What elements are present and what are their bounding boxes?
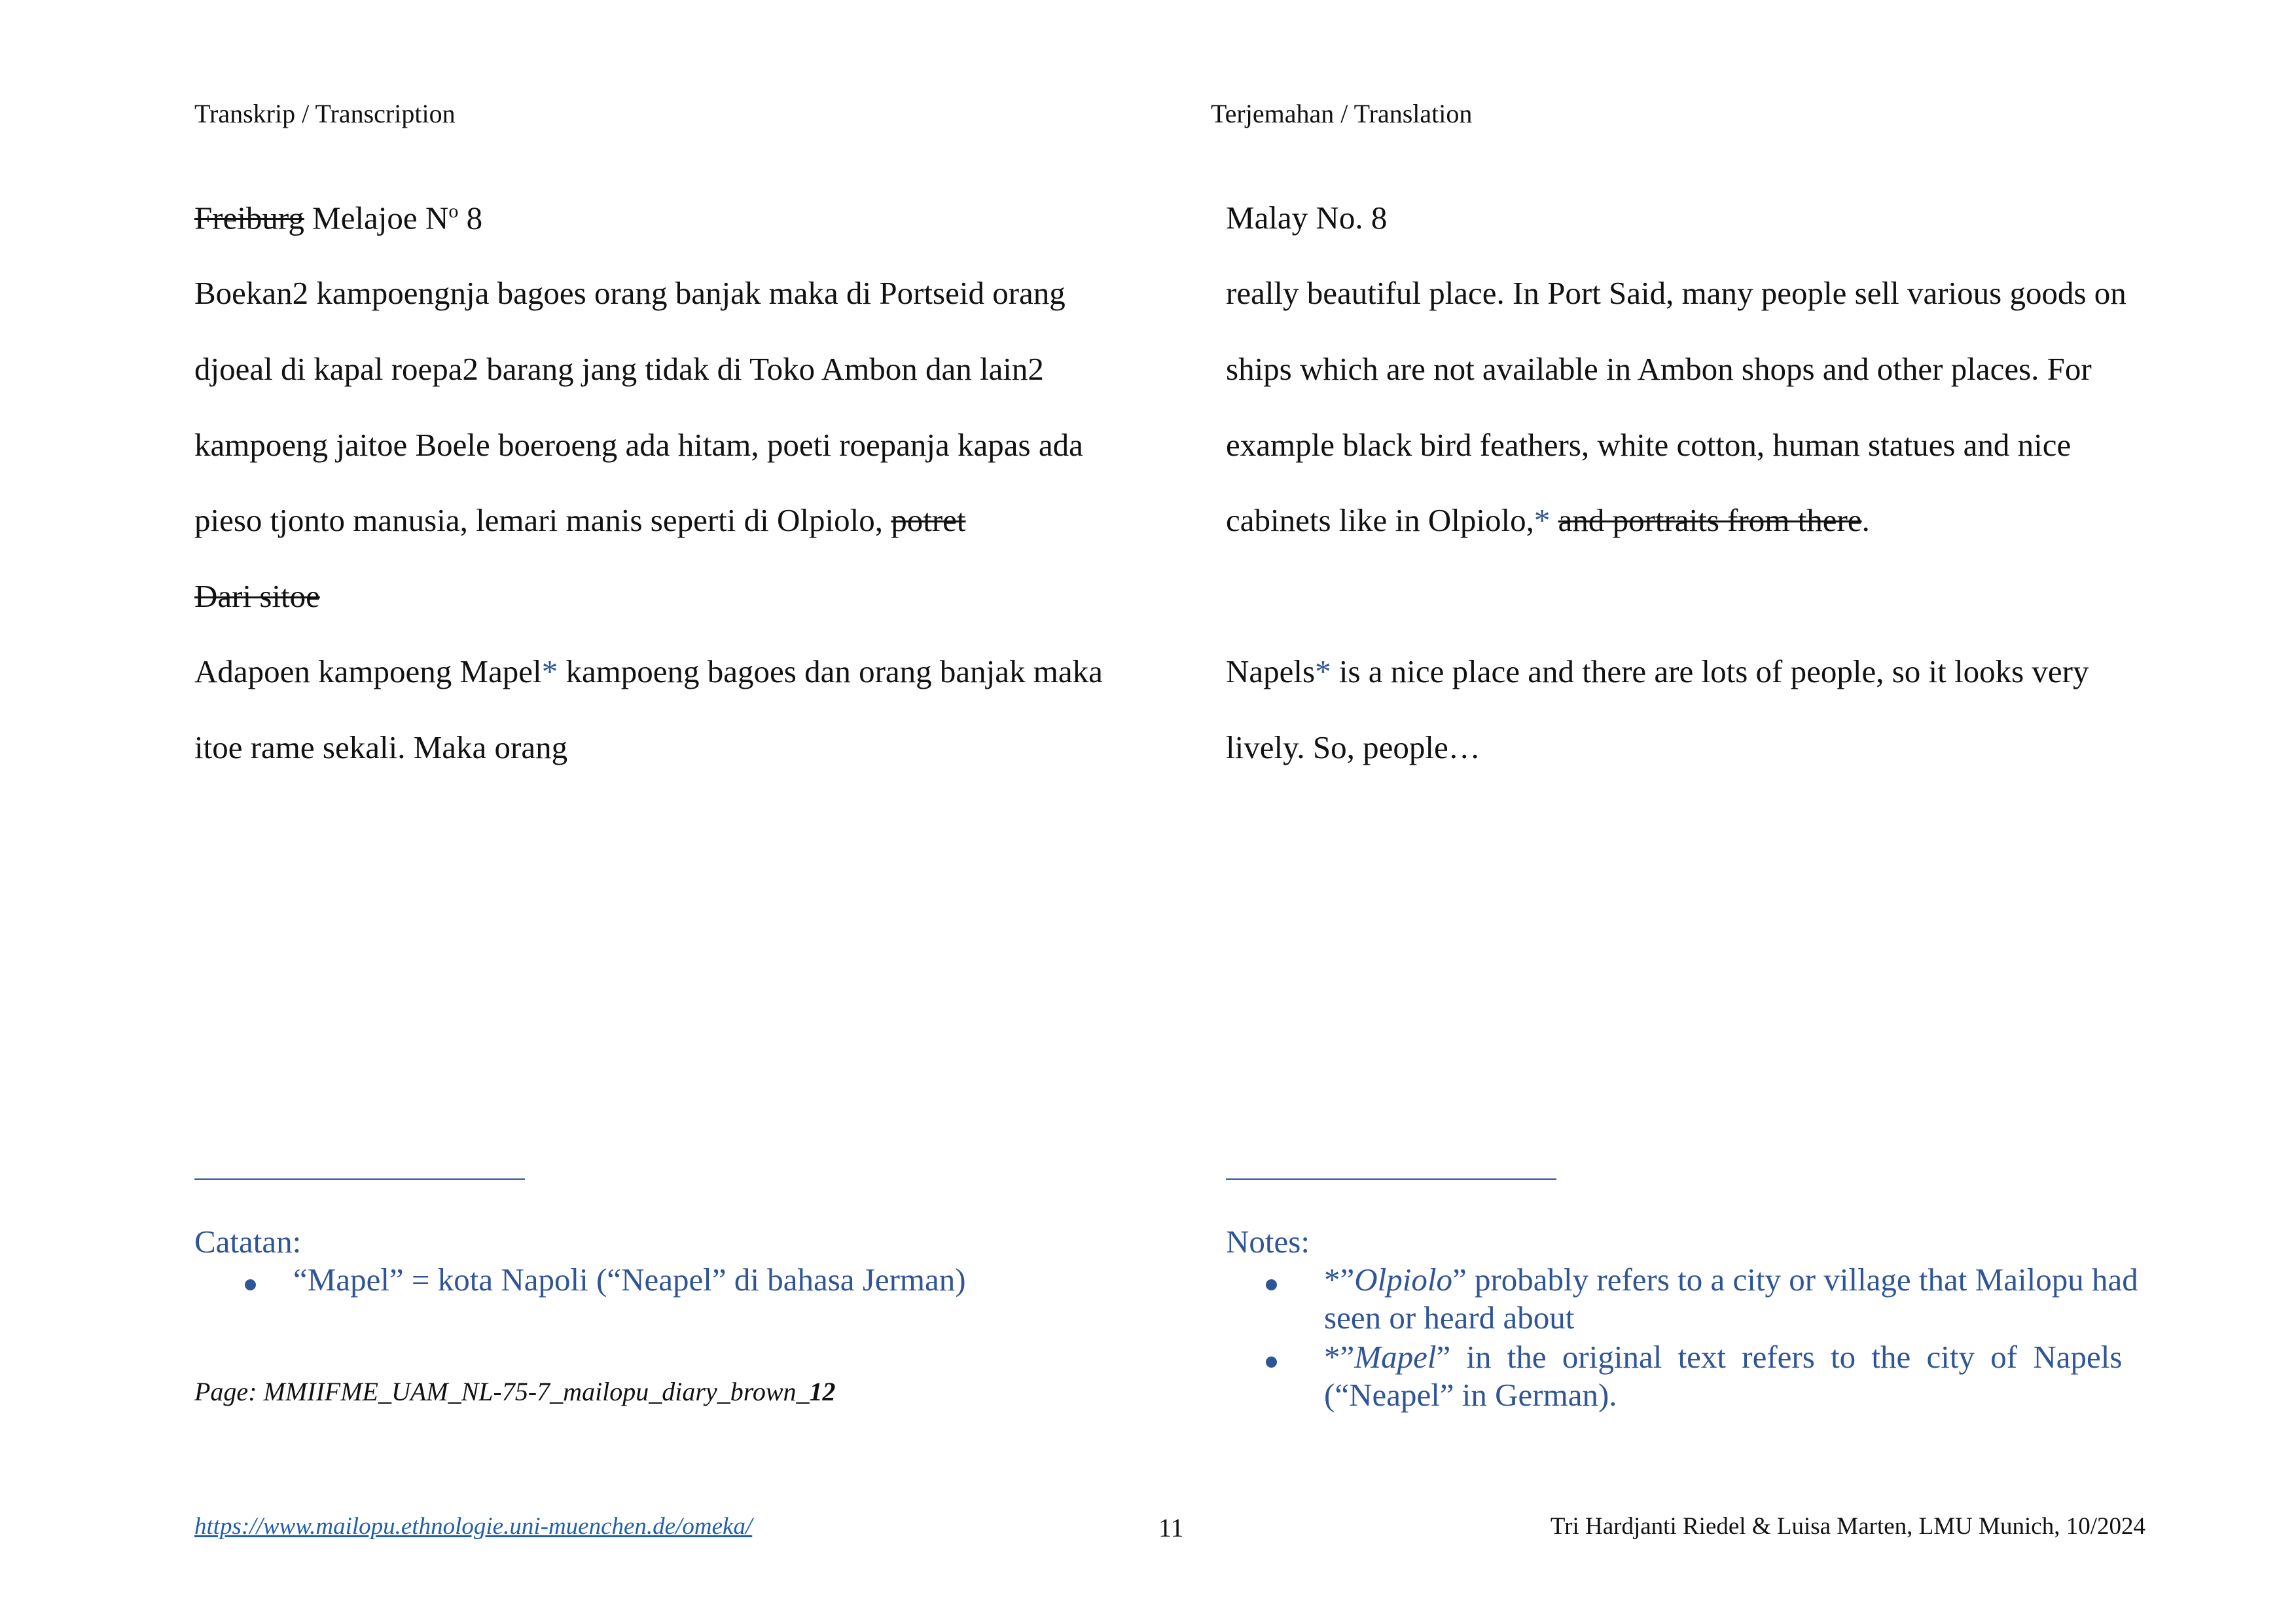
footnote-asterisk: * xyxy=(1315,653,1331,689)
transcription-line: djoeal di kapal roepa2 barang jang tidak di Toko Ambon dan lain2 xyxy=(194,351,1044,387)
page-number: 11 xyxy=(1158,1513,1184,1542)
line-text: pieso tjonto manusia, lemari manis seperti di Olpiolo, xyxy=(194,502,883,538)
note-text: ” in the original text refers to the city of Napels xyxy=(1436,1339,2123,1375)
line-text: Adapoen kampoeng Mapel xyxy=(194,653,542,689)
translation-line xyxy=(1226,655,2089,687)
note-prefix: *” xyxy=(1324,1339,1355,1375)
note-item: “Mapel” = kota Napoli (“Neapel” di bahasa Jerman) xyxy=(293,1262,966,1298)
translation-header: Terjemahan / Translation xyxy=(1211,99,1473,128)
note-italic-term: Mapel xyxy=(1354,1339,1437,1375)
translation-title: Malay No. 8 xyxy=(1226,200,1388,236)
struck-phrase: and portraits from there xyxy=(1558,502,1862,538)
note-line: seen or heard about xyxy=(1324,1300,1575,1336)
transcription-title xyxy=(194,202,482,234)
page-reference-number: 12 xyxy=(809,1377,836,1406)
note-text: ” probably refers to a city or village that Mailopu had xyxy=(1452,1262,2138,1298)
notes-title: Notes: xyxy=(1226,1224,1310,1260)
footnote-asterisk: * xyxy=(1534,502,1551,538)
line-text: Napels xyxy=(1226,653,1316,689)
title-text: Melajoe N xyxy=(312,200,449,236)
omeka-link[interactable]: https://www.mailopu.ethnologie.uni-muenchen.de/omeka/ xyxy=(194,1513,753,1540)
struck-word: Freiburg xyxy=(194,200,304,236)
transcription-line xyxy=(194,504,966,536)
footnote-asterisk: * xyxy=(541,653,558,689)
page-reference-text: Page: MMIIFME_UAM_NL-75-7_mailopu_diary_brown_ xyxy=(194,1377,810,1406)
bullet-icon xyxy=(245,1279,256,1290)
translation-line: ships which are not available in Ambon shops and other places. For xyxy=(1226,351,2092,387)
bullet-icon xyxy=(1266,1279,1277,1290)
notes-title: Catatan: xyxy=(194,1224,302,1260)
footnote-separator xyxy=(194,1178,525,1180)
line-end: . xyxy=(1861,502,1870,538)
transcription-line: Boekan2 kampoengnja bagoes orang banjak maka di Portseid orang xyxy=(194,275,1066,311)
footnote-separator xyxy=(1226,1178,1556,1180)
struck-line: Dari sitoe xyxy=(194,578,320,614)
note-prefix: *” xyxy=(1324,1262,1355,1298)
line-text: is a nice place and there are lots of people, so it looks very xyxy=(1338,653,2089,689)
line-text: kampoeng bagoes dan orang banjak maka xyxy=(565,653,1103,689)
struck-word: potret xyxy=(891,502,966,538)
note-item xyxy=(1324,1338,2122,1414)
footer-link-wrap xyxy=(194,1512,752,1541)
title-superscript: o xyxy=(448,200,459,222)
note-italic-term: Olpiolo xyxy=(1354,1262,1452,1298)
note-line: (“Neapel” in German). xyxy=(1324,1377,1617,1413)
transcription-line xyxy=(194,655,1103,687)
translation-line: really beautiful place. In Port Said, many people sell various goods on xyxy=(1226,275,2126,311)
transcription-line: kampoeng jaitoe Boele boeroeng ada hitam, poeti roepanja kapas ada xyxy=(194,427,1083,463)
bullet-icon xyxy=(1266,1357,1277,1368)
line-text: cabinets like in Olpiolo, xyxy=(1226,502,1534,538)
transcription-header: Transkrip / Transcription xyxy=(194,99,456,128)
translation-line: lively. So, people… xyxy=(1226,729,1480,765)
note-line xyxy=(1324,1338,2122,1376)
title-number: 8 xyxy=(466,200,483,236)
translation-line xyxy=(1226,504,1870,536)
page-reference xyxy=(194,1376,836,1407)
note-item xyxy=(1324,1261,2138,1337)
transcription-line: itoe rame sekali. Maka orang xyxy=(194,729,568,765)
note-line xyxy=(1324,1261,2138,1299)
footer-credit: Tri Hardjanti Riedel & Luisa Marten, LMU Munich, 10/2024 xyxy=(1550,1513,2145,1540)
translation-line: example black bird feathers, white cotton, human statues and nice xyxy=(1226,427,2072,463)
